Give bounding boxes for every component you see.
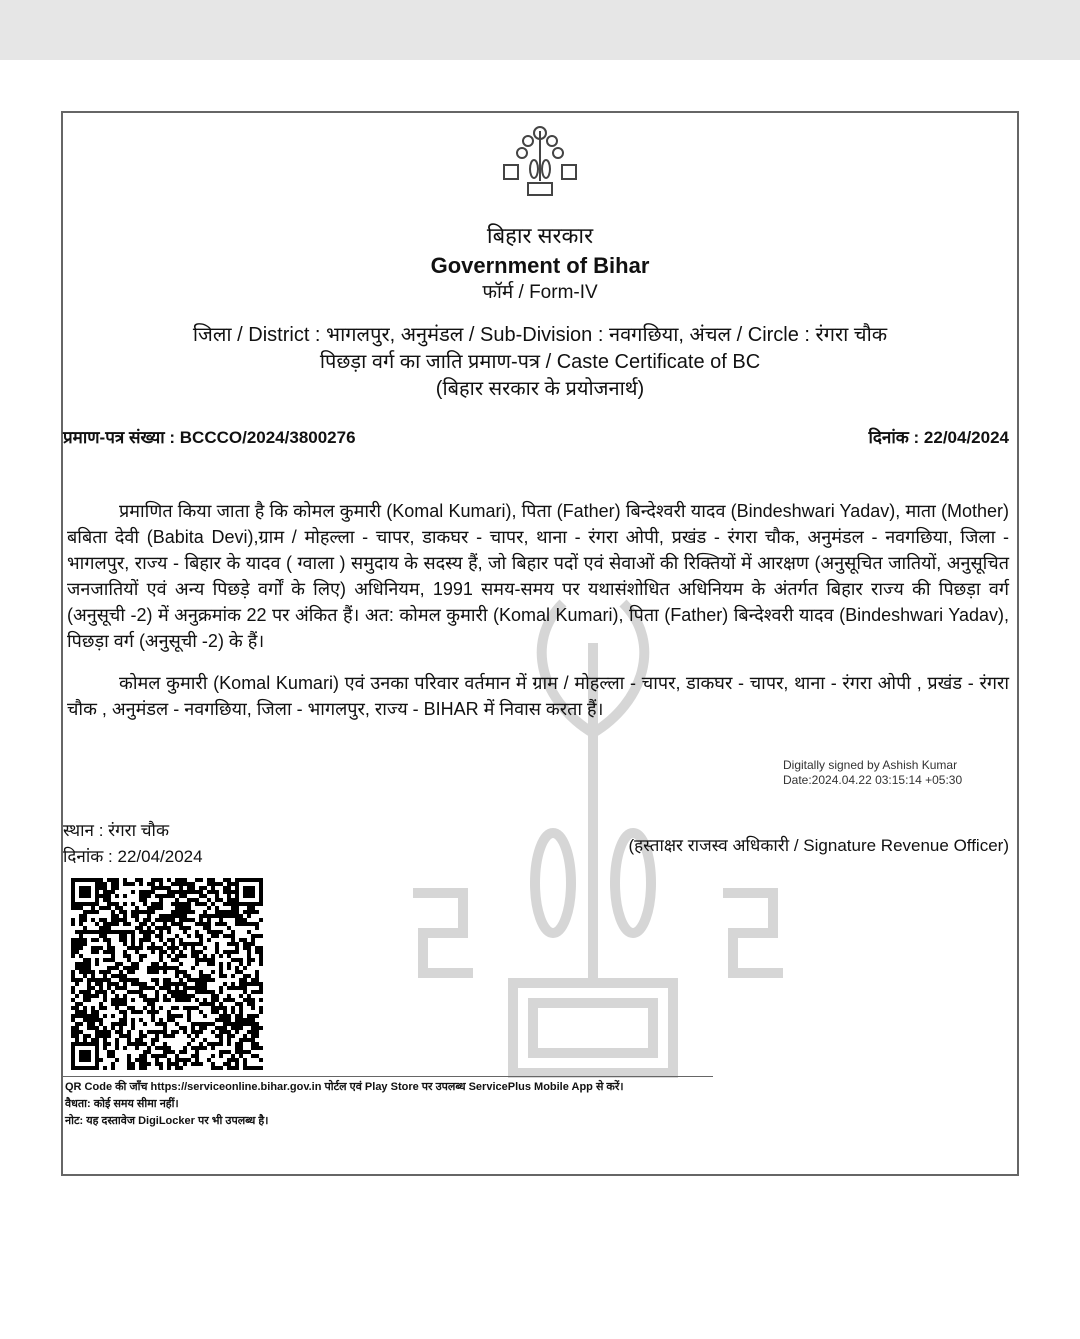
bihar-emblem [498, 121, 582, 199]
certificate-paragraph-2: कोमल कुमारी (Komal Kumari) एवं उनका परिवार वर्तमान में ग्राम / मोहल्ला - चापर, डाकघर - चापर, थाना - रंगरा ओपी , प्रखंड - रंगरा चौक , अनुमंडल - नवगछिया, जिला - भागलपुर, राज्य - BIHAR में निवास करता हैं। [67, 673, 1009, 720]
caste-certificate [61, 111, 1019, 1176]
purpose: (बिहार सरकार के प्रयोजनार्थ) [435, 378, 645, 401]
certificate-title: पिछड़ा वर्ग का जाति प्रमाण-पत्र / Caste Certificate of BC [319, 351, 761, 374]
digital-signature-name: Digitally signed by Ashish Kumar [783, 758, 958, 773]
form-number: फॉर्म / Form-IV [482, 282, 598, 304]
digilocker-note: नोट: यह दस्तावेज DigiLocker पर भी उपलब्ध है। [65, 1115, 269, 1128]
certificate-number: प्रमाण-पत्र संख्या : BCCCO/2024/3800276 [63, 428, 356, 448]
qr-code [71, 878, 263, 1070]
validity-note: वैधता: कोई समय सीमा नहीं। [65, 1098, 179, 1111]
officer-signature-label: (हस्ताक्षर राजस्व अधिकारी / Signature Revenue Officer) [628, 835, 1009, 855]
digital-signature-date: Date:2024.04.22 03:15:14 +05:30 [783, 773, 963, 788]
signature-date: दिनांक : 22/04/2024 [63, 847, 203, 867]
gov-title-english: Government of Bihar [430, 252, 650, 278]
top-bar [0, 0, 1080, 60]
place: स्थान : रंगरा चौक [63, 821, 170, 841]
certificate-paragraph-1: प्रमाणित किया जाता है कि कोमल कुमारी (Komal Kumari), पिता (Father) बिन्देश्वरी यादव (Bindeshwari Yadav), माता (Mother) बबिता देवी (Babita Devi),ग्राम / मोहल्ला - चापर, डाकघर - चापर, थाना - रंगरा ओपी, प्रखंड - रंगरा चौक, अनुमंडल - नवगछिया, जिला - भागलपुर, राज्य - बिहार के यादव ( ग्वाला ) समुदाय के सदस्य हैं, जो बिहार पदों एवं सेवाओं की रिक्तियों में आरक्षण (अनुसूचित जातियों, अनुसूचित जनजातियों एवं अन्य पिछड़े वर्गों के लिए) अधिनियम, 1991 समय-समय पर यथासंशोधित अधिनियम के अंतर्गत बिहार राज्य की पिछड़ा वर्ग (अनुसूची -2) में अनुक्रमांक 22 पर अंकित हैं। अत: कोमल कुमारी (Komal Kumari), पिता (Father) बिन्देश्वरी यादव (Bindeshwari Yadav), पिछड़ा वर्ग (अनुसूची -2) के हैं। [67, 501, 1009, 652]
gov-title-hindi: बिहार सरकार [486, 223, 594, 248]
issue-date: दिनांक : 22/04/2024 [868, 428, 1009, 448]
qr-verification-note: QR Code की जाँच https://serviceonline.bihar.gov.in पोर्टल एवं Play Store पर उपलब्ध ServicePlus Mobile App से करें। [65, 1081, 624, 1094]
location-line: जिला / District : भागलपुर, अनुमंडल / Sub-Division : नवगछिया, अंचल / Circle : रंगरा चौक [192, 324, 888, 347]
